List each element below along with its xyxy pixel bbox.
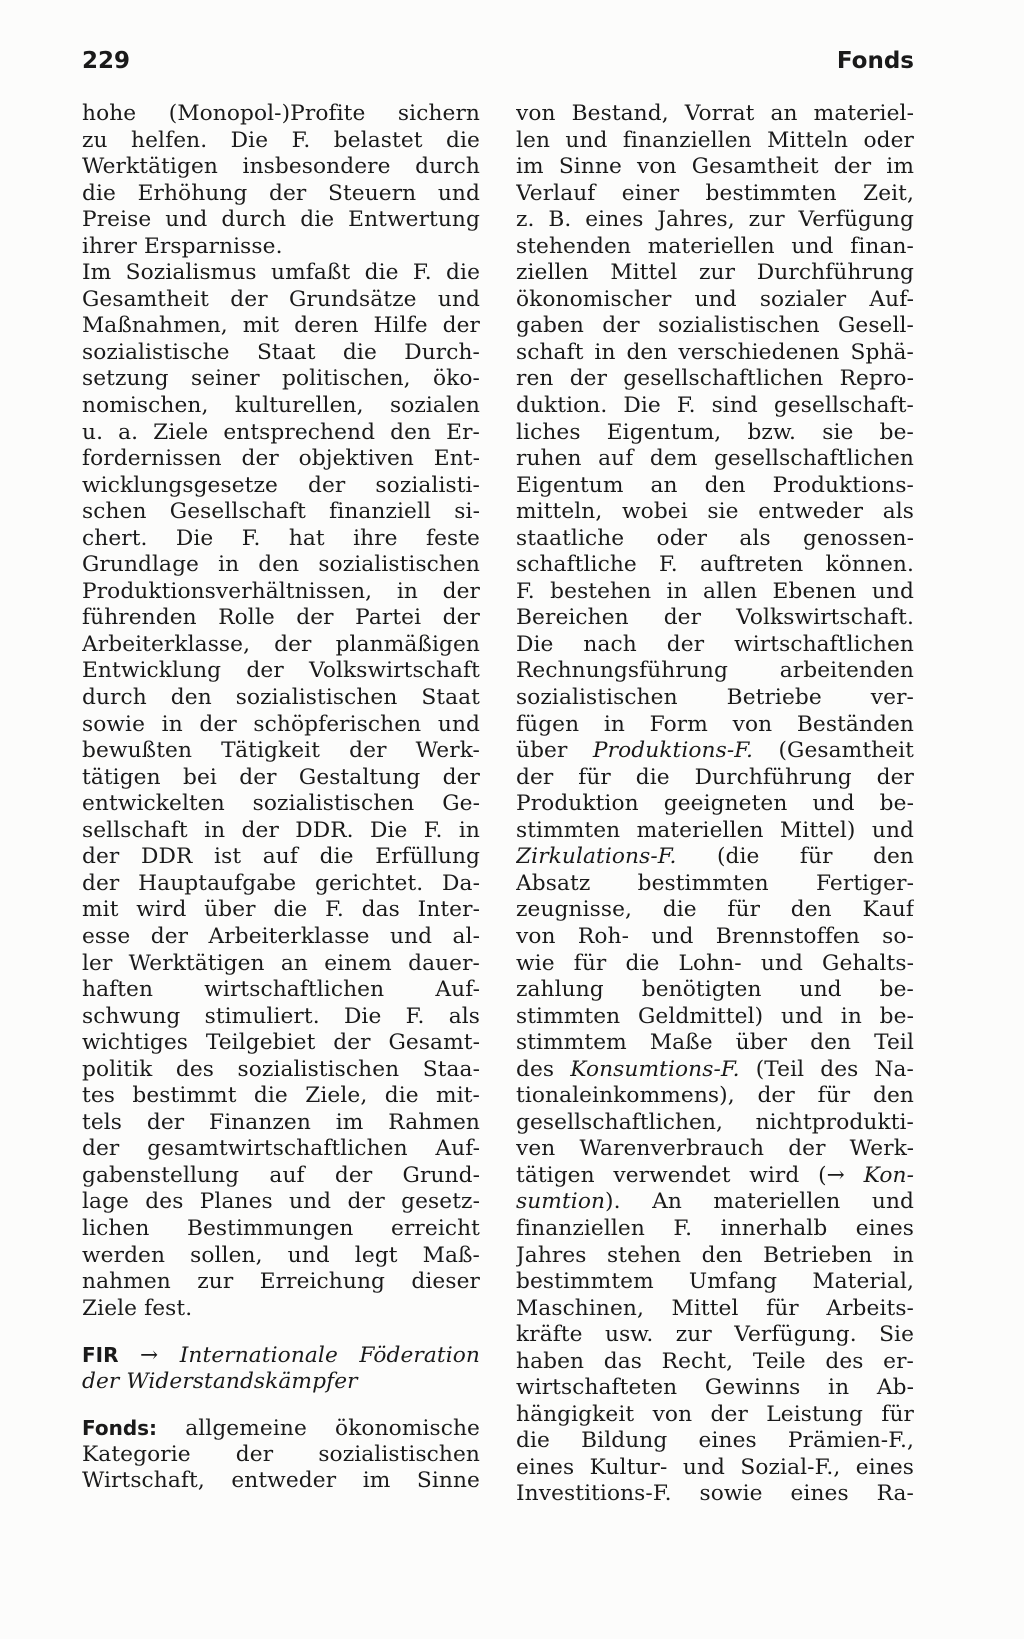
text-line: [516, 1110, 914, 1137]
text-run: Kategorie der sozialistischen: [82, 1441, 480, 1467]
text-line: [516, 924, 914, 951]
text-run: →: [118, 1343, 180, 1369]
text-line: [516, 1057, 914, 1084]
text-line: [82, 1342, 480, 1369]
text-line: [82, 1030, 480, 1057]
text-run: Grundlage in den sozialistischen: [82, 552, 480, 578]
text-run: zu helfen. Die F. belastet die: [82, 127, 480, 153]
text-line: [516, 871, 914, 898]
text-line: [516, 897, 914, 924]
text-line: [516, 552, 914, 579]
cross-reference: → Kon-: [826, 1162, 914, 1188]
text-run: Bereichen der Volkswirtschaft.: [516, 605, 914, 631]
text-line: [82, 128, 480, 155]
text-run: der gesamtwirtschaftlichen Auf-: [82, 1136, 480, 1162]
text-line: [516, 1243, 914, 1270]
text-line: [516, 1375, 914, 1402]
cross-reference: Konsumtions-F.: [570, 1056, 740, 1082]
text-run: Maßnahmen, mit deren Hilfe der: [82, 313, 480, 339]
text-run: ihrer Ersparnisse.: [82, 233, 283, 259]
text-line: [516, 1269, 914, 1296]
text-run: liches Eigentum, bzw. sie be-: [516, 419, 914, 445]
text-line: [82, 1136, 480, 1163]
text-line: [82, 1415, 480, 1442]
text-line: [82, 101, 480, 128]
text-run: (Teil des Na-: [739, 1056, 914, 1082]
text-run: stehenden materiellen und finan-: [516, 233, 914, 259]
text-line: [82, 1243, 480, 1270]
text-line: [516, 446, 914, 473]
text-run: Investitions-F. sowie eines Ra-: [516, 1481, 914, 1507]
text-run: Wirtschaft, entweder im Sinne: [82, 1468, 480, 1494]
text-line: [516, 1349, 914, 1376]
text-line: [82, 951, 480, 978]
text-line: [82, 579, 480, 606]
text-run: tes bestimmt die Ziele, die mit-: [82, 1083, 480, 1109]
text-line: [516, 605, 914, 632]
text-line: [516, 1455, 914, 1482]
text-line: [516, 207, 914, 234]
text-run: durch den sozialistischen Staat: [82, 685, 480, 711]
text-line: [516, 632, 914, 659]
text-run: sozialistischen Betriebe ver-: [516, 685, 914, 711]
text-run: (Gesamtheit: [753, 738, 914, 764]
text-run: nahmen zur Erreichung dieser: [82, 1269, 480, 1295]
text-line: [82, 844, 480, 871]
text-run: mit wird über die F. das Inter-: [82, 897, 480, 923]
text-line: [82, 340, 480, 367]
text-line: [82, 1296, 480, 1323]
text-line: [82, 1057, 480, 1084]
text-line: [516, 1083, 914, 1110]
text-line: [516, 818, 914, 845]
text-line: [516, 499, 914, 526]
cross-reference: Produktions-F.: [592, 738, 754, 764]
text-run: finanziellen F. innerhalb eines: [516, 1215, 914, 1241]
text-line: [516, 1428, 914, 1455]
text-line: [516, 366, 914, 393]
text-run: Eigentum an den Produktions-: [516, 472, 914, 498]
text-run: von Bestand, Vorrat an materiel-: [516, 101, 914, 126]
text-line: [82, 1083, 480, 1110]
text-run: die Bildung eines Prämien-F.,: [516, 1428, 914, 1454]
text-run: fügen in Form von Beständen: [516, 711, 914, 737]
text-line: [516, 1163, 914, 1190]
text-run: ziellen Mittel zur Durchführung: [516, 260, 914, 286]
text-run: des: [516, 1056, 571, 1082]
text-run: Produktion geeigneten und be-: [516, 791, 914, 817]
text-run: schaft in den verschiedenen Sphä-: [516, 339, 914, 365]
text-line: [82, 738, 480, 765]
text-run: gaben der sozialistischen Gesell-: [516, 313, 914, 339]
text-run: hohe (Monopol-)Profite sichern: [82, 101, 480, 126]
text-run: wichtiges Teilgebiet der Gesamt-: [82, 1030, 480, 1056]
text-run: tels der Finanzen im Rahmen: [82, 1109, 480, 1135]
text-run: schaftliche F. auftreten können.: [516, 552, 914, 578]
text-line: [516, 181, 914, 208]
text-run: ven Warenverbrauch der Werk-: [516, 1136, 914, 1162]
text-run: tätigen bei der Gestaltung der: [82, 764, 480, 790]
text-line: [82, 499, 480, 526]
text-run: Preise und durch die Entwertung: [82, 207, 480, 233]
text-run: setzung seiner politischen, öko-: [82, 366, 480, 392]
text-line: [82, 632, 480, 659]
text-line: [516, 712, 914, 739]
text-run: schen Gesellschaft finanziell si-: [82, 499, 480, 525]
text-line: [516, 1189, 914, 1216]
text-run: ökonomischer und sozialer Auf-: [516, 286, 914, 312]
text-line: [82, 1269, 480, 1296]
text-run: tionaleinkommens), der für den: [516, 1083, 914, 1109]
text-run: bewußten Tätigkeit der Werk-: [82, 738, 480, 764]
text-line: [82, 287, 480, 314]
entry-headword: Fonds:: [82, 1416, 158, 1441]
text-line: [82, 1163, 480, 1190]
text-run: chert. Die F. hat ihre feste: [82, 525, 480, 551]
text-line: [516, 951, 914, 978]
text-run: nomischen, kulturellen, sozialen: [82, 393, 480, 419]
text-line: [82, 552, 480, 579]
text-line: [516, 1004, 914, 1031]
text-run: sozialistische Staat die Durch-: [82, 339, 480, 365]
text-line: [516, 287, 914, 314]
text-line: [516, 340, 914, 367]
text-run: (die für den: [676, 844, 914, 870]
text-run: gesellschaftlichen, nichtprodukti-: [516, 1109, 914, 1135]
text-line: [82, 207, 480, 234]
text-line: [82, 1216, 480, 1243]
text-run: hängigkeit von der Leistung für: [516, 1401, 914, 1427]
text-run: fordernissen der objektiven Ent-: [82, 446, 480, 472]
text-line: [516, 526, 914, 553]
text-run: schwung stimuliert. Die F. als: [82, 1003, 480, 1029]
text-line: [516, 393, 914, 420]
text-run: politik des sozialistischen Staa-: [82, 1056, 480, 1082]
text-line: [82, 260, 480, 287]
text-run: Im Sozialismus umfaßt die F. die: [82, 260, 480, 286]
text-line: [516, 1402, 914, 1429]
text-run: stimmten Geldmittel) und in be-: [516, 1003, 914, 1029]
text-line: [516, 1481, 914, 1508]
text-line: [516, 977, 914, 1004]
text-run: lage des Planes und der gesetz-: [82, 1189, 480, 1215]
text-run: wie für die Lohn- und Gehalts-: [516, 950, 914, 976]
text-line: [516, 234, 914, 261]
text-line: [82, 658, 480, 685]
text-run: Jahres stehen den Betrieben in: [516, 1242, 914, 1268]
text-run: allgemeine ökonomische: [157, 1416, 480, 1442]
text-line: [516, 1322, 914, 1349]
text-line: [516, 1216, 914, 1243]
text-line: [516, 101, 914, 128]
text-run: kräfte usw. zur Verfügung. Sie: [516, 1322, 914, 1348]
text-line: [82, 1468, 480, 1495]
text-line: [82, 712, 480, 739]
text-line: [516, 658, 914, 685]
text-run: Verlauf einer bestimmten Zeit,: [516, 180, 914, 206]
text-run: esse der Arbeiterklasse und al-: [82, 923, 480, 949]
text-line: [82, 924, 480, 951]
text-line: [516, 154, 914, 181]
text-run: haften wirtschaftlichen Auf-: [82, 977, 480, 1003]
text-run: zahlung benötigten und be-: [516, 977, 914, 1003]
text-run: werden sollen, und legt Maß-: [82, 1242, 480, 1268]
text-run: F. bestehen in allen Ebenen und: [516, 578, 914, 604]
text-line: [82, 313, 480, 340]
text-line: [516, 579, 914, 606]
text-line: [516, 765, 914, 792]
text-run: ruhen auf dem gesellschaftlichen: [516, 446, 914, 472]
text-run: Absatz bestimmten Fertiger-: [516, 870, 914, 896]
text-run: zeugnisse, die für den Kauf: [516, 897, 914, 923]
text-run: z. B. eines Jahres, zur Verfügung: [516, 207, 914, 233]
text-line: [82, 420, 480, 447]
cross-reference: Zirkulations-F.: [516, 844, 677, 870]
text-run: der DDR ist auf die Erfüllung: [82, 844, 480, 870]
text-run: haben das Recht, Teile des er-: [516, 1348, 914, 1374]
text-run: ler Werktätigen an einem dauer-: [82, 950, 480, 976]
text-run: ren der gesellschaftlichen Repro-: [516, 366, 914, 392]
text-line: [516, 791, 914, 818]
page-number: 229: [82, 48, 131, 74]
text-run: Produktionsverhältnissen, in der: [82, 578, 480, 604]
text-run: führenden Rolle der Partei der: [82, 605, 480, 631]
text-run: Die nach der wirtschaftlichen: [516, 631, 914, 657]
text-line: [82, 1189, 480, 1216]
text-run: stimmtem Maße über den Teil: [516, 1030, 914, 1056]
text-line: [516, 420, 914, 447]
text-line: [516, 128, 914, 155]
text-column-left: [82, 101, 480, 1495]
text-run: Rechnungsführung arbeitenden: [516, 658, 914, 684]
text-run: wicklungsgesetze der sozialisti-: [82, 472, 480, 498]
text-line: [82, 897, 480, 924]
text-line: [82, 393, 480, 420]
cross-reference: der Widerstandskämpfer: [82, 1368, 358, 1394]
text-run: sellschaft in der DDR. Die F. in: [82, 817, 480, 843]
cross-reference: sumtion: [516, 1189, 606, 1215]
text-line: [516, 473, 914, 500]
text-run: Maschinen, Mittel für Arbeits-: [516, 1295, 914, 1321]
text-run: Ziele fest.: [82, 1295, 193, 1321]
text-run: wirtschafteten Gewinns in Ab-: [516, 1375, 914, 1401]
text-line: [82, 685, 480, 712]
text-run: ). An materiellen und: [605, 1189, 914, 1215]
text-line: [516, 844, 914, 871]
page-header: [82, 44, 914, 84]
text-run: Arbeiterklasse, der planmäßigen: [82, 631, 480, 657]
text-line: [516, 738, 914, 765]
text-line: [82, 818, 480, 845]
text-line: [82, 977, 480, 1004]
text-line: [82, 473, 480, 500]
text-line: [82, 234, 480, 261]
text-run: eines Kultur- und Sozial-F., eines: [516, 1454, 914, 1480]
cross-reference: Internationale Föderation: [179, 1343, 480, 1369]
text-run: sowie in der schöpferischen und: [82, 711, 480, 737]
paragraph-gap: [82, 1322, 480, 1342]
text-line: [82, 446, 480, 473]
text-run: der Hauptaufgabe gerichtet. Da-: [82, 870, 480, 896]
text-line: [82, 605, 480, 632]
text-column-right: [516, 101, 914, 1508]
text-line: [82, 1369, 480, 1396]
text-line: [82, 1004, 480, 1031]
text-line: [82, 791, 480, 818]
text-run: Werktätigen insbesondere durch: [82, 154, 480, 180]
text-run: über: [516, 738, 593, 764]
text-run: stimmten materiellen Mittel) und: [516, 817, 914, 843]
text-line: [516, 1296, 914, 1323]
text-run: bestimmtem Umfang Material,: [516, 1269, 914, 1295]
text-line: [82, 366, 480, 393]
text-line: [82, 181, 480, 208]
entry-headword: FIR: [82, 1343, 119, 1368]
text-run: die Erhöhung der Steuern und: [82, 180, 480, 206]
text-run: staatliche oder als genossen-: [516, 525, 914, 551]
text-run: der für die Durchführung der: [516, 764, 914, 790]
text-run: tätigen verwendet wird (: [516, 1162, 827, 1188]
running-head: Fonds: [836, 48, 914, 74]
text-run: u. a. Ziele entsprechend den Er-: [82, 419, 480, 445]
text-line: [82, 526, 480, 553]
text-run: len und finanziellen Mitteln oder: [516, 127, 914, 153]
text-line: [82, 1110, 480, 1137]
text-run: lichen Bestimmungen erreicht: [82, 1215, 480, 1241]
text-line: [516, 685, 914, 712]
text-run: Entwicklung der Volkswirtschaft: [82, 658, 480, 684]
text-line: [516, 1136, 914, 1163]
text-run: entwickelten sozialistischen Ge-: [82, 791, 480, 817]
text-line: [82, 765, 480, 792]
text-line: [82, 1442, 480, 1469]
text-line: [516, 260, 914, 287]
paragraph-gap: [82, 1395, 480, 1415]
text-run: im Sinne von Gesamtheit der im: [516, 154, 914, 180]
text-run: gabenstellung auf der Grund-: [82, 1162, 480, 1188]
text-line: [516, 1030, 914, 1057]
text-line: [82, 154, 480, 181]
text-run: duktion. Die F. sind gesellschaft-: [516, 393, 914, 419]
text-run: Gesamtheit der Grundsätze und: [82, 286, 480, 312]
text-line: [516, 313, 914, 340]
text-run: mitteln, wobei sie entweder als: [516, 499, 914, 525]
text-run: von Roh- und Brennstoffen so-: [516, 923, 914, 949]
text-line: [82, 871, 480, 898]
